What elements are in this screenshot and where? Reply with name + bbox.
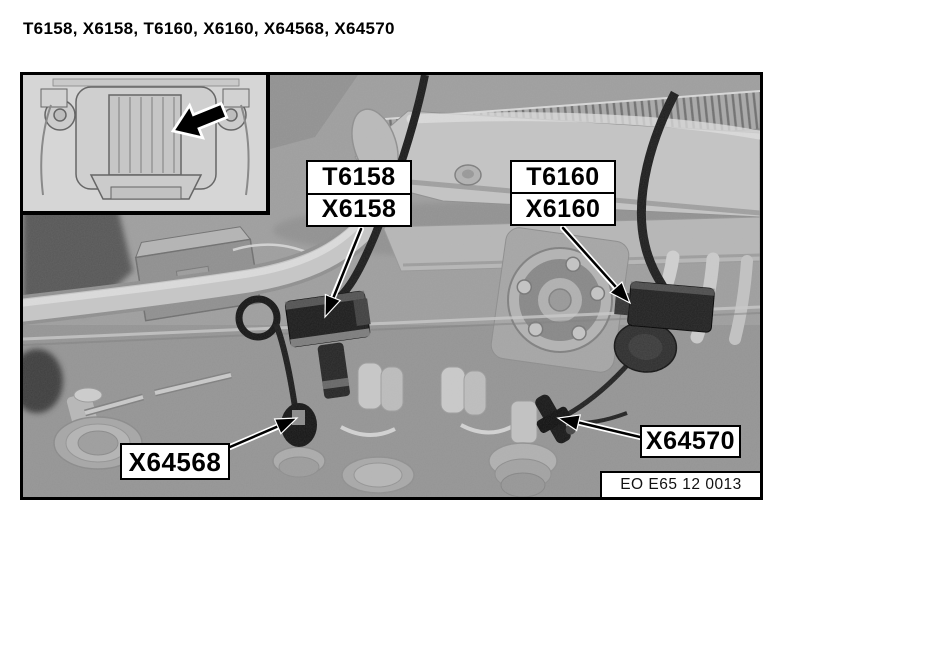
callout-label-x64570 [640, 425, 741, 458]
callout-text: T6160 [526, 162, 600, 191]
callout-text: X6160 [512, 192, 614, 224]
callout-label-x64568 [120, 443, 230, 480]
callout-text: X6158 [308, 193, 410, 226]
overview-inset-illustration [23, 75, 266, 211]
overview-inset [23, 75, 270, 215]
callout-label-t6158-x6158 [306, 160, 412, 227]
callout-text: T6158 [322, 162, 396, 191]
callout-label-t6160-x6160 [510, 160, 616, 226]
engine-bay-figure [20, 72, 763, 500]
callout-text: X64570 [645, 427, 736, 455]
callout-text: X64568 [128, 446, 222, 477]
page-title: T6158, X6158, T6160, X6160, X64568, X64570 [23, 19, 395, 38]
figure-reference-code: EO E65 12 0013 [600, 471, 760, 497]
